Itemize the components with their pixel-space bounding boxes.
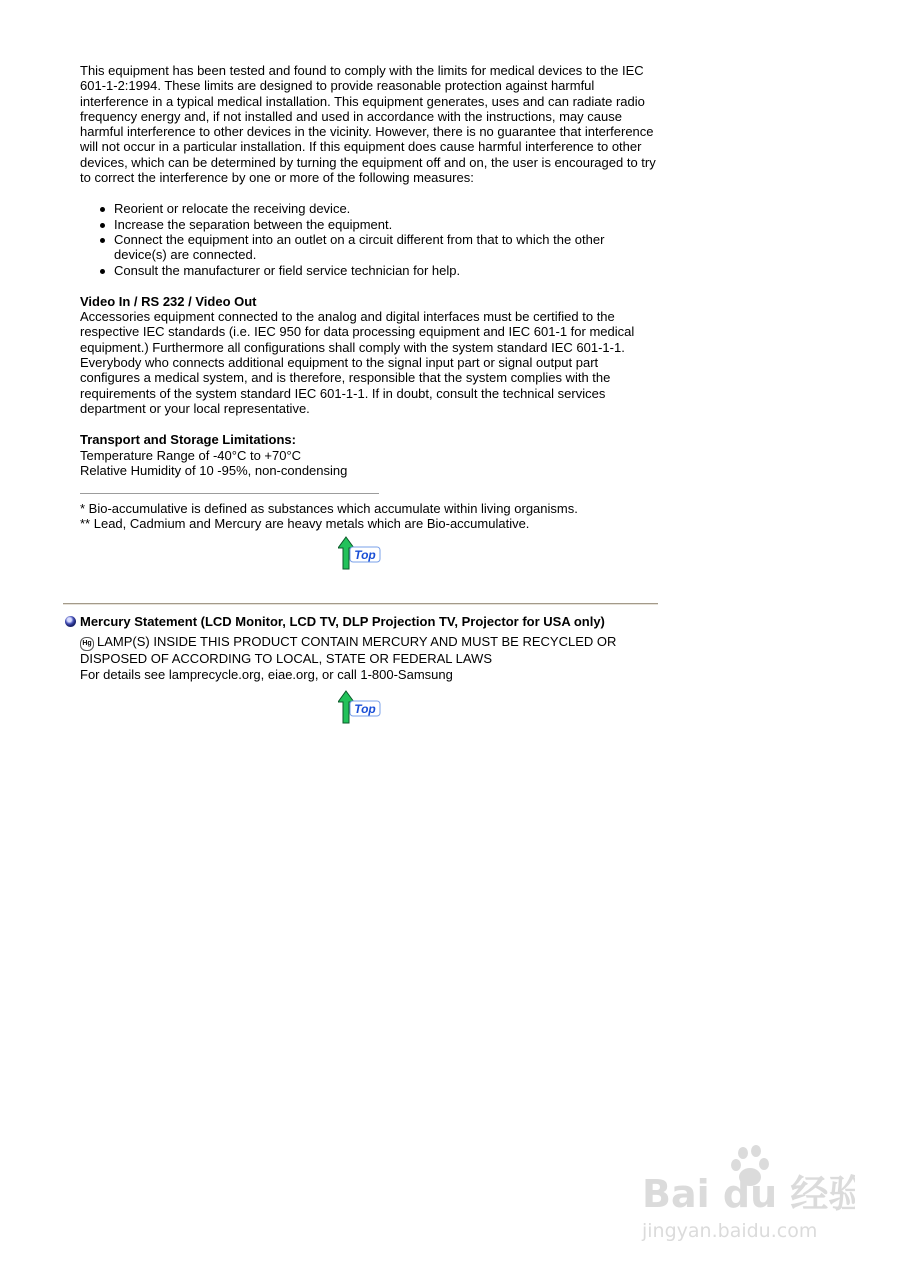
mercury-warning-text: LAMP(S) INSIDE THIS PRODUCT CONTAIN MERCURY AND MUST BE RECYCLED OR DISPOSED OF ACCORDING TO LOCAL, STATE OR FEDERAL LAWS — [80, 634, 617, 667]
bullet-icon — [100, 223, 105, 228]
video-section — [80, 294, 660, 416]
watermark-brand: Bai du 经验 — [642, 1172, 855, 1216]
footnote-divider — [80, 493, 379, 494]
footnote-heavy-metals: ** Lead, Cadmium and Mercury are heavy metals which are Bio-accumulative. — [80, 516, 530, 532]
measures-list — [80, 201, 660, 277]
mercury-heading: Mercury Statement (LCD Monitor, LCD TV, DLP Projection TV, Projector for USA only) — [80, 614, 605, 629]
mercury-details: For details see lamprecycle.org, eiae.org, or call 1-800-Samsung — [80, 666, 453, 682]
list-item — [114, 232, 660, 263]
temperature-range: Temperature Range of -40°C to +70°C — [80, 447, 302, 463]
video-heading: Video In / RS 232 / Video Out — [80, 293, 257, 309]
document-content — [80, 63, 660, 571]
list-item-text: Reorient or relocate the receiving device. — [114, 201, 351, 217]
list-item — [114, 263, 660, 278]
top-label: Top — [354, 547, 376, 562]
footnote-bio-accumulative: * Bio-accumulative is defined as substances which accumulate within living organisms. — [80, 501, 578, 517]
top-button[interactable] — [338, 535, 382, 571]
section-divider — [63, 603, 658, 605]
transport-heading: Transport and Storage Limitations: — [80, 432, 296, 448]
list-item-text: Increase the separation between the equipment. — [114, 216, 393, 232]
mercury-warning — [80, 634, 665, 666]
watermark-url: jingyan.baidu.com — [642, 1220, 818, 1242]
section-bullet-icon — [65, 616, 76, 627]
list-item — [114, 217, 660, 232]
up-arrow-icon — [338, 535, 382, 571]
list-item — [114, 201, 660, 216]
humidity-range: Relative Humidity of 10 -95%, non-condensing — [80, 462, 348, 478]
video-body: Accessories equipment connected to the analog and digital interfaces must be certified to the respective IEC standards (i.e. IEC 950 for data processing equipment and IEC 601-1 for medical equipment.) Furthermore all configurations shall comply with the system standard IEC 601-1-1. Everybody who connects additional equipment to the signal input part or signal output part configures a medical system, and is therefore, responsible that the system complies with the requirements of the system standard IEC 601-1-1. If in doubt, consult the technical services department or your local representative. — [80, 309, 635, 416]
hg-icon: Hg — [80, 637, 94, 651]
baidu-watermark — [640, 1145, 855, 1245]
bullet-icon — [100, 207, 105, 212]
baidu-paw-logo — [640, 1145, 855, 1245]
mercury-heading-row — [65, 614, 665, 629]
top-label: Top — [354, 701, 376, 716]
intro-paragraph: This equipment has been tested and found to comply with the limits for medical devices to the IEC 601-1-2:1994. These limits are designed to provide reasonable protection against harmful interference in a typical medical installation. This equipment generates, uses and can radiate radio frequency energy and, if not installed and used in accordance with the instructions, may cause harmful interference to other devices in the vicinity. However, there is no guarantee that interference will not occur in a particular installation. If this equipment does cause harmful interference to other devices, which can be determined by turning the equipment off and on, the user is encouraged to try to correct the interference by one or more of the following measures: — [80, 63, 656, 186]
mercury-body — [80, 634, 665, 725]
mercury-section — [65, 614, 665, 725]
list-item-text: Consult the manufacturer or field service technician for help. — [114, 262, 461, 278]
top-button[interactable] — [338, 689, 382, 725]
transport-section — [80, 432, 660, 478]
list-item-text: Connect the equipment into an outlet on a circuit different from that to which the other device(s) are connected. — [114, 231, 605, 263]
up-arrow-icon — [338, 689, 382, 725]
bullet-icon — [100, 269, 105, 274]
bullet-icon — [100, 238, 105, 243]
